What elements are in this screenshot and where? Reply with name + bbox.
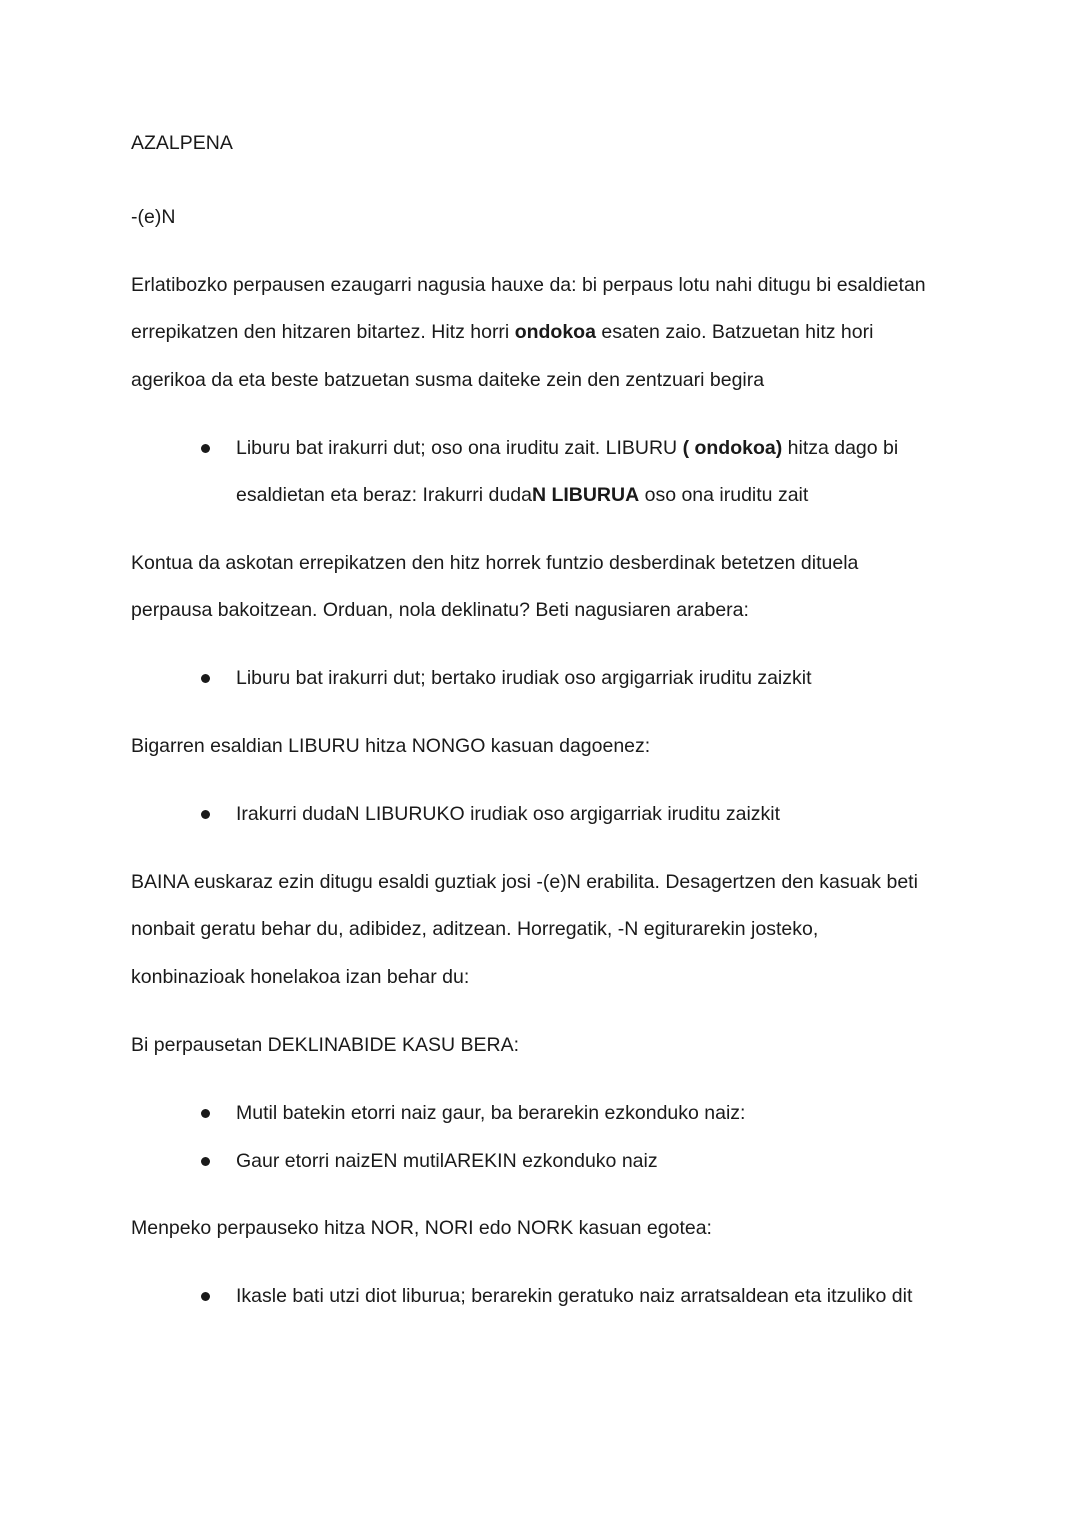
paragraph-6: Menpeko perpauseko hitza NOR, NORI edo NORK kasuan egotea: [131,1217,712,1239]
paragraph-4-line-1: BAINA euskaraz ezin ditugu esaldi guztiak josi -(e)N erabilita. Desagertzen den kasuak beti [131,871,918,893]
paragraph-5: Bi perpausetan DEKLINABIDE KASU BERA: [131,1034,520,1056]
bullet-icon [201,1157,210,1166]
bullet-5: Gaur etorri naizEN mutilAREKIN ezkonduko naiz [236,1150,658,1172]
text-run: esaten zaio. Batzuetan hitz hori [595,321,874,343]
bullet-1-line-2 [236,483,808,507]
paragraph-1-line-1: Erlatibozko perpausen ezaugarri nagusia hauxe da: bi perpaus lotu nahi ditugu bi esaldietan [131,274,926,296]
text-run: esaldietan eta beraz: Irakurri duda [236,484,532,506]
paragraph-2-line-1: Kontua da askotan errepikatzen den hitz horrek funtzio desberdinak betetzen dituela [131,552,859,574]
bold-term: ( ondokoa) [682,437,783,459]
text-run: hitza dago bi [782,437,899,459]
bullet-1-line-1 [236,436,898,460]
text-run: errepikatzen den hitzaren bitartez. Hitz horri [131,321,515,343]
bullet-icon [201,444,210,453]
section-heading: AZALPENA [131,132,233,154]
bold-term: N LIBURUA [531,484,640,506]
bullet-3: Irakurri dudaN LIBURUKO irudiak oso argigarriak iruditu zaizkit [236,803,781,825]
paragraph-1-line-2 [131,320,873,344]
text-run: Liburu bat irakurri dut; oso ona iruditu zait. LIBURU [236,437,683,459]
bullet-icon [201,674,210,683]
paragraph-1-line-3: agerikoa da eta beste batzuetan susma daiteke zein den zentzuari begira [131,369,765,391]
bullet-2: Liburu bat irakurri dut; bertako irudiak oso argigarriak iruditu zaizkit [236,667,812,689]
bold-term: ondokoa [514,321,596,343]
paragraph-4-line-3: konbinazioak honelakoa izan behar du: [131,966,470,988]
paragraph-3: Bigarren esaldian LIBURU hitza NONGO kasuan dagoenez: [131,735,651,757]
bullet-6: Ikasle bati utzi diot liburua; berarekin geratuko naiz arratsaldean eta itzuliko dit [236,1285,913,1307]
bullet-4: Mutil batekin etorri naiz gaur, ba berarekin ezkonduko naiz: [236,1102,746,1124]
bullet-icon [201,810,210,819]
bullet-icon [201,1109,210,1118]
paragraph-2-line-2: perpausa bakoitzean. Orduan, nola deklinatu? Beti nagusiaren arabera: [131,599,749,621]
suffix-title: -(e)N [131,206,176,228]
paragraph-4-line-2: nonbait geratu behar du, adibidez, aditzean. Horregatik, -N egiturarekin josteko, [131,918,819,940]
bullet-icon [201,1292,210,1301]
text-run: oso ona iruditu zait [639,484,809,506]
